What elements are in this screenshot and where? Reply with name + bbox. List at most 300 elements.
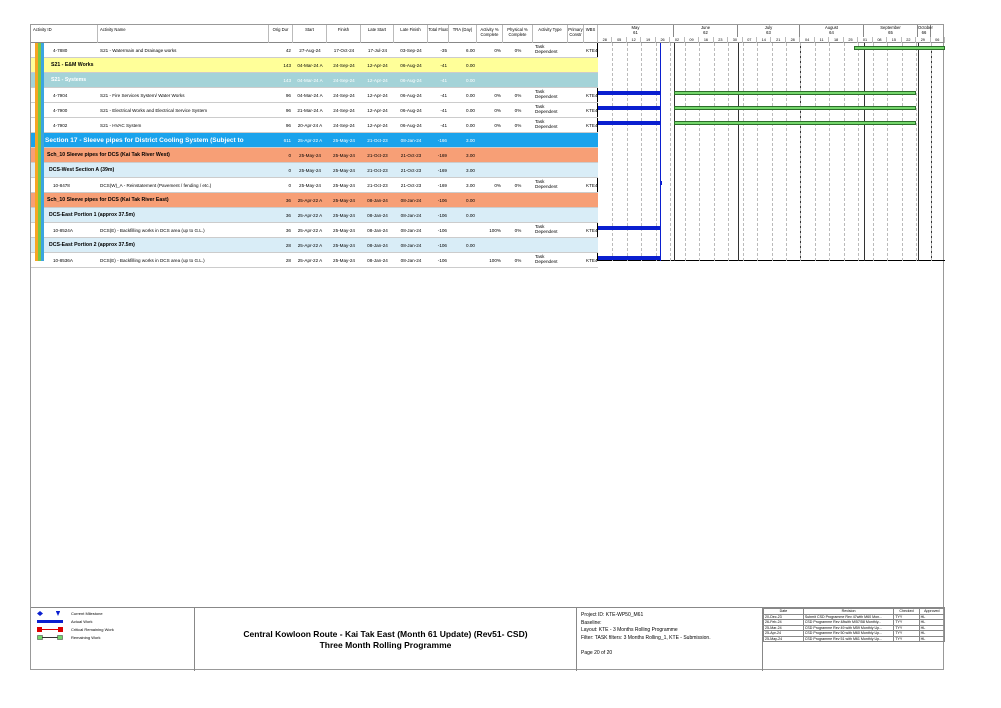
col-tra[interactable]: TRA (Day) <box>449 25 477 43</box>
revision-cell: CSD Programme Rev 49 with M59 Monthly Up... <box>803 625 894 631</box>
month-gridline <box>864 43 865 261</box>
revision-cell: 26-Feb-24 <box>764 620 804 626</box>
legend-remaining-work-label: Remaining Work <box>71 635 101 640</box>
cell-lstart: 21-Oct-23 <box>367 152 388 158</box>
filter: Filter: TASK filters: 3 Months Rolling_1, KTE - Submission. <box>581 634 711 641</box>
cell-tf: -35 <box>440 47 447 53</box>
cell-tra: 3.00 <box>466 167 475 173</box>
cell-name: DCS(E) - Backfilling works in DCS area (up to G.L.) <box>100 257 205 263</box>
cell-lfinish: 08-Jan-24 <box>400 242 422 248</box>
cell-finish: 25-May-24 <box>333 227 355 233</box>
cell-finish: 25-May-24 <box>333 182 355 188</box>
timeline-week: 06 <box>931 37 945 43</box>
revision-cell: CSD Programme Rev 51 with M61 Monthly Up... <box>803 636 894 642</box>
revision-cell: TYY <box>894 620 919 626</box>
timeline-month <box>918 25 931 37</box>
cell-wbs: KTE4 <box>586 107 598 113</box>
cell-finish: 17-Oct-24 <box>333 47 355 53</box>
cell-start: 25-Apr-22 A <box>297 257 323 263</box>
wbs-band-row[interactable] <box>31 163 598 178</box>
rev-header-checked: Checked <box>894 609 919 615</box>
month-number: 62 <box>703 30 708 35</box>
month-gridline <box>738 43 739 261</box>
revision-cell: 25-Apr-24 <box>764 631 804 637</box>
cell-dur: 0 <box>288 182 291 188</box>
revision-cell: TYY <box>894 636 919 642</box>
cell-start: 04-Mar-24 A <box>297 62 323 68</box>
schedule-page <box>30 24 944 670</box>
cell-lfinish: 21-Oct-23 <box>400 167 422 173</box>
timeline-week: 30 <box>728 37 742 43</box>
remaining-work-icon <box>37 635 63 640</box>
cell-tf: -41 <box>440 77 447 83</box>
cell-cons <box>568 88 584 102</box>
cell-dur: 0 <box>288 167 291 173</box>
band-title: S21 - E&M Works <box>51 62 94 68</box>
cell-tf: -41 <box>440 107 447 113</box>
cell-type: Task Dependent <box>535 179 558 189</box>
cell-lstart: 08-Jan-24 <box>367 197 388 203</box>
cell-finish: 24-Sep-24 <box>333 62 355 68</box>
cell-id: 10-8536A <box>53 257 73 263</box>
cell-lfinish: 08-Jan-24 <box>400 137 422 143</box>
cell-lstart: 21-Oct-23 <box>367 182 388 188</box>
cell-act: 0% <box>494 182 501 188</box>
week-gridline <box>786 43 787 261</box>
band-title: DCS-East Portion 1 (approx 37.5m) <box>49 212 135 218</box>
cell-phys: 0% <box>514 257 522 263</box>
actual-work-icon <box>37 619 63 624</box>
cell-name: DCS(E) - Backfilling works in DCS area (up to G.L.) <box>100 227 205 233</box>
timeline-week: 28 <box>786 37 800 43</box>
timeline-week: 01 <box>858 37 872 43</box>
revision-cell: CSD Programme Rev 48with M/57/58 Monthly... <box>803 620 894 626</box>
month-name: August <box>824 25 839 30</box>
band-title: Sch_10 Sleeve pipes for DCS (Kai Tak River West) <box>47 152 170 158</box>
revision-cell: TYY <box>894 614 919 620</box>
month-number: 61 <box>633 30 638 35</box>
cell-finish: 24-Sep-24 <box>333 77 355 83</box>
timeline-week: 07 <box>743 37 757 43</box>
baseline: Baseline: <box>581 619 602 626</box>
col-total-float[interactable]: Total Float <box>428 25 449 43</box>
timeline-week: 29 <box>916 37 930 43</box>
cell-cons <box>568 178 584 192</box>
timeline-week: 22 <box>902 37 916 43</box>
cell-dur: 611 <box>283 137 291 143</box>
cell-tf: -41 <box>440 62 447 68</box>
legend-remaining-work <box>37 635 101 640</box>
week-gridline <box>757 43 758 261</box>
col-activity-type[interactable]: Activity Type <box>533 25 568 43</box>
col-start[interactable]: Start <box>293 25 327 43</box>
gantt-bar-actual[interactable] <box>598 121 660 125</box>
cell-start: 25-May-24 <box>299 167 321 173</box>
cell-start: 25-Apr-22 A <box>297 212 323 218</box>
timeline-week: 05 <box>612 37 626 43</box>
cell-lfinish: 21-Oct-23 <box>400 182 422 188</box>
cell-name: S21 - HVAC System <box>100 122 142 128</box>
revision-cell: HL <box>919 631 944 637</box>
timeline-week: 12 <box>627 37 641 43</box>
table-row[interactable] <box>31 178 598 193</box>
cell-tra: 3.00 <box>466 137 475 143</box>
wbs-band-row[interactable] <box>31 208 598 223</box>
cell-tra: 0.00 <box>466 122 475 128</box>
cell-start: 25-May-24 <box>299 182 321 188</box>
month-name: September <box>880 25 901 30</box>
week-gridline <box>815 43 816 261</box>
month-name: October <box>918 25 933 30</box>
cell-lstart: 21-Oct-23 <box>367 167 388 173</box>
timeline-week: 04 <box>800 37 814 43</box>
cell-cons <box>568 103 584 117</box>
cell-lstart: 08-Jan-24 <box>367 242 388 248</box>
cell-dur: 96 <box>285 92 291 98</box>
cell-wbs: KTE4 <box>586 47 598 53</box>
month-gridline <box>674 43 675 261</box>
col-activity-id[interactable]: Activity ID <box>31 25 98 43</box>
cell-dur: 42 <box>285 47 291 53</box>
timeline-month <box>598 25 674 37</box>
month-number: 64 <box>829 30 834 35</box>
timeline-week: 14 <box>757 37 771 43</box>
band-title: Sch_10 Sleeve pipes for DCS (Kai Tak River East) <box>47 197 169 203</box>
revision-cell: HL <box>919 620 944 626</box>
cell-tf: -106 <box>437 227 447 233</box>
activity-table <box>31 25 598 264</box>
cell-name: S21 - Watermain and Drainage works <box>100 47 177 53</box>
revision-table <box>763 607 945 671</box>
cell-wbs: KTE4 <box>586 122 598 128</box>
cell-finish: 25-May-24 <box>333 137 355 143</box>
cell-wbs: KTE4 <box>586 182 598 188</box>
table-row[interactable] <box>31 88 598 103</box>
revision-cell: 20-Dec-23 <box>764 614 804 620</box>
page-number: Page 20 of 20 <box>581 650 613 657</box>
gantt-bar-remaining[interactable] <box>674 91 916 95</box>
cell-lstart: 12-Apr-24 <box>367 77 388 83</box>
legend-current-milestone-label: Current Milestone <box>71 611 103 616</box>
cell-tf: -106 <box>437 212 447 218</box>
gantt-bar-actual[interactable] <box>598 106 660 110</box>
cell-cons <box>568 223 584 237</box>
cell-lfinish: 06-Aug-24 <box>400 62 422 68</box>
table-row[interactable] <box>31 253 598 268</box>
cell-type: Task Dependent <box>535 44 558 54</box>
cell-finish: 24-Sep-24 <box>333 92 355 98</box>
timeline-week: 21 <box>772 37 786 43</box>
cell-start: 25-Apr-22 A <box>297 137 323 143</box>
week-gridline <box>931 43 932 261</box>
revision-cell: HL <box>919 614 944 620</box>
week-gridline <box>685 43 686 261</box>
timeline-month <box>864 25 918 37</box>
project-id: Project ID: KTE-WP50_M61 <box>581 612 644 618</box>
cell-dur: 96 <box>285 107 291 113</box>
table-row[interactable] <box>31 103 598 118</box>
cell-tra: 0.00 <box>466 242 475 248</box>
week-gridline <box>743 43 744 261</box>
cell-tf: -169 <box>437 182 447 188</box>
timeline-week: 25 <box>844 37 858 43</box>
revision-cell: TYY <box>894 631 919 637</box>
critical-work-icon <box>37 627 63 632</box>
month-number: 66 <box>921 30 927 35</box>
title-line-2: Three Month Rolling Programme <box>319 639 452 650</box>
cell-id: 4-7904 <box>53 92 68 98</box>
project-info <box>577 607 763 671</box>
cell-id: 10-8478 <box>53 182 70 188</box>
week-gridline <box>670 43 671 261</box>
month-name: May <box>631 25 640 30</box>
week-gridline <box>902 43 903 261</box>
timeline-week: 23 <box>714 37 728 43</box>
cell-tf: -166 <box>437 137 447 143</box>
band-title: DCS-West Section A (39m) <box>49 167 115 173</box>
cell-lfinish: 03-Sep-24 <box>400 47 422 53</box>
cell-finish: 25-May-24 <box>333 197 355 203</box>
table-row[interactable] <box>31 43 598 58</box>
cell-lfinish: 08-Jan-24 <box>400 212 422 218</box>
cell-start: 04-Mar-24 A <box>297 92 323 98</box>
cell-tra: 0.00 <box>466 77 475 83</box>
cell-start: 25-Apr-22 A <box>297 197 323 203</box>
month-number: 63 <box>766 30 771 35</box>
cell-finish: 25-May-24 <box>333 242 355 248</box>
week-gridline <box>714 43 715 261</box>
week-gridline <box>844 43 845 261</box>
title-line-1: Central Kowloon Route - Kai Tak East (Month 61 Update) (Rev51- CSD) <box>243 628 528 639</box>
cell-lstart: 17-Jul-24 <box>367 47 388 53</box>
cell-lstart: 08-Jan-24 <box>367 212 388 218</box>
wbs-band-row[interactable] <box>31 193 598 208</box>
cell-cons <box>568 43 584 57</box>
cell-act: 100% <box>489 227 501 233</box>
cell-act: 0% <box>494 92 501 98</box>
table-row[interactable] <box>31 223 598 238</box>
revision-cell: Submit CSD Programme Rev 47with M60 Mon... <box>803 614 894 620</box>
cell-lfinish: 06-Aug-24 <box>400 107 422 113</box>
cell-tra <box>449 253 477 267</box>
legend-critical-remaining-label: Critical Remaining Work <box>71 627 114 632</box>
cell-phys: 0% <box>514 122 522 128</box>
cell-lstart: 21-Oct-23 <box>367 137 388 143</box>
timeline-week: 11 <box>815 37 829 43</box>
timeline-week: 18 <box>829 37 843 43</box>
cell-wbs: KTE4 <box>586 92 598 98</box>
cell-id: 4-7902 <box>53 122 68 128</box>
cell-finish: 25-May-24 <box>333 257 355 263</box>
cell-lstart: 12-Apr-24 <box>367 92 388 98</box>
timeline-week: 08 <box>873 37 887 43</box>
wbs-band-row[interactable] <box>31 148 598 163</box>
cell-finish: 25-May-24 <box>333 167 355 173</box>
cell-lfinish: 06-Aug-24 <box>400 92 422 98</box>
cell-tf: -106 <box>437 257 447 263</box>
week-gridline <box>699 43 700 261</box>
cell-name: DCS(W)_A - Reinstatement (Pavement / fending / etc.) <box>100 182 212 188</box>
timeline-month <box>800 25 864 37</box>
timeline-week: 09 <box>685 37 699 43</box>
timeline-week: 16 <box>699 37 713 43</box>
cell-tra <box>449 223 477 237</box>
week-gridline <box>858 43 859 261</box>
month-gridline <box>918 43 919 261</box>
wbs-band-row[interactable] <box>31 238 598 253</box>
gantt-bar-actual[interactable] <box>598 226 660 230</box>
gantt-bar-remaining[interactable] <box>674 106 916 110</box>
cell-lfinish: 21-Oct-23 <box>400 152 422 158</box>
week-gridline <box>728 43 729 261</box>
cell-finish: 25-May-24 <box>333 152 355 158</box>
gantt-bar-remaining[interactable] <box>854 46 945 50</box>
table-row[interactable] <box>31 118 598 133</box>
week-gridline <box>873 43 874 261</box>
wbs-level-stripe <box>41 43 44 261</box>
cell-act: 0% <box>494 107 501 113</box>
timeline-week: 02 <box>670 37 684 43</box>
gantt-chart <box>598 25 945 261</box>
milestone-icon <box>37 611 63 616</box>
cell-id: 4-7900 <box>53 107 68 113</box>
week-gridline <box>829 43 830 261</box>
cell-tf: -41 <box>440 122 447 128</box>
cell-tf: -106 <box>437 197 447 203</box>
cell-lfinish: 06-Aug-24 <box>400 77 422 83</box>
legend-actual-work-label: Actual Work <box>71 619 93 624</box>
cell-tra: 0.00 <box>466 107 475 113</box>
band-title: Section 17 - Sleeve pipes for District Cooling System (Subject to <box>45 136 244 144</box>
cell-lfinish: 08-Jan-24 <box>400 227 422 233</box>
cell-start: 27-Aug-24 <box>299 47 321 53</box>
cell-finish: 24-Sep-24 <box>333 107 355 113</box>
cell-phys: 0% <box>514 92 522 98</box>
col-activity-name[interactable]: Activity Name <box>98 25 269 43</box>
cell-lstart: 08-Jan-24 <box>367 227 388 233</box>
revision-cell: 25-May-24 <box>764 636 804 642</box>
cell-lstart: 08-Jan-24 <box>367 257 388 263</box>
cell-tf: -169 <box>437 152 447 158</box>
cell-act: 0% <box>494 122 501 128</box>
col-primary-constraint[interactable]: Primary Constr <box>568 25 584 43</box>
cell-tra: 3.00 <box>466 182 475 188</box>
cell-type: Task Dependent <box>535 119 558 129</box>
cell-dur: 143 <box>283 77 291 83</box>
month-name: June <box>700 25 711 30</box>
cell-tf: -169 <box>437 167 447 173</box>
legend-current-milestone <box>37 611 103 616</box>
cell-act: 100% <box>489 257 501 263</box>
cell-start: 20-Apr-24 A <box>297 122 323 128</box>
cell-phys: 0% <box>514 107 522 113</box>
timeline-week: 19 <box>641 37 655 43</box>
revision-row <box>764 636 945 642</box>
cell-lfinish: 06-Aug-24 <box>400 122 422 128</box>
cell-name: S21 - Electrical Works and Electrical Service System <box>100 107 208 113</box>
cell-dur: 96 <box>285 122 291 128</box>
timeline-week: 28 <box>598 37 612 43</box>
revision-cell: HL <box>919 625 944 631</box>
cell-phys: 0% <box>514 227 522 233</box>
cell-dur: 0 <box>288 152 291 158</box>
cell-dur: 36 <box>285 212 291 218</box>
week-gridline <box>772 43 773 261</box>
week-gridline <box>800 43 801 261</box>
cell-start: 25-Apr-22 A <box>297 227 323 233</box>
col-late-start[interactable]: Late Start <box>361 25 394 43</box>
week-gridline <box>916 43 917 261</box>
cell-cons <box>568 118 584 132</box>
cell-dur: 36 <box>285 197 291 203</box>
legend <box>31 607 195 671</box>
col-late-finish[interactable]: Late Finish <box>394 25 428 43</box>
timeline-month <box>738 25 800 37</box>
wbs-band-row[interactable] <box>31 73 598 88</box>
cell-tra: 0.00 <box>466 197 475 203</box>
cell-cons <box>568 253 584 267</box>
col-physical-complete[interactable]: Physical % Complete <box>503 25 533 43</box>
timeline-week: 15 <box>887 37 901 43</box>
cell-lfinish: 08-Jan-24 <box>400 197 422 203</box>
revision-cell: CSD Programme Rev 50 with M60 Monthly Up... <box>803 631 894 637</box>
cell-dur: 143 <box>283 62 291 68</box>
gantt-milestone[interactable] <box>660 181 662 185</box>
col-wbs[interactable]: WBS <box>584 25 598 43</box>
cell-lfinish: 08-Jan-24 <box>400 257 422 263</box>
cell-tra: 6.00 <box>466 47 475 53</box>
cell-wbs: KTE4 <box>586 257 598 263</box>
cell-phys: 0% <box>514 47 522 53</box>
cell-type: Task Dependent <box>535 224 558 234</box>
cell-start: 25-May-24 <box>299 152 321 158</box>
cell-phys: 0% <box>514 182 522 188</box>
col-orig-dur[interactable]: Orig Dur <box>269 25 293 43</box>
cell-start: 21-Mar-24 A <box>297 107 323 113</box>
legend-actual-work <box>37 619 93 624</box>
month-name: July <box>764 25 773 30</box>
revision-cell: 25-Mar-24 <box>764 625 804 631</box>
cell-tra: 0.00 <box>466 212 475 218</box>
wbs-band-row[interactable] <box>31 133 598 148</box>
col-finish[interactable]: Finish <box>327 25 361 43</box>
cell-tf: -106 <box>437 242 447 248</box>
wbs-band-row[interactable] <box>31 58 598 73</box>
cell-tra: 0.00 <box>466 92 475 98</box>
revision-cell: HL <box>919 636 944 642</box>
cell-type: Task Dependent <box>535 89 558 99</box>
month-number: 65 <box>888 30 893 35</box>
rev-header-approved: Approved <box>919 609 944 615</box>
cell-id: 4-7880 <box>53 47 68 53</box>
gantt-timescale <box>598 25 945 43</box>
gantt-bar-actual[interactable] <box>598 256 660 260</box>
gantt-bar-remaining[interactable] <box>674 121 916 125</box>
cell-act: 0% <box>494 47 501 53</box>
timeline-month <box>674 25 738 37</box>
cell-dur: 36 <box>285 227 291 233</box>
cell-tra: 3.00 <box>466 152 475 158</box>
gantt-bar-actual[interactable] <box>598 91 660 95</box>
title-block <box>195 607 577 671</box>
band-title: S21 - Systems <box>51 77 87 83</box>
cell-name: S21 - Fire Services System/ Water Works <box>100 92 185 98</box>
col-activity-complete[interactable]: Activity % Complete <box>477 25 503 43</box>
cell-lstart: 12-Apr-24 <box>367 62 388 68</box>
cell-lstart: 12-Apr-24 <box>367 107 388 113</box>
cell-start: 04-Mar-24 A <box>297 77 323 83</box>
layout: Layout: KTE - 3 Months Rolling Programme <box>581 627 678 634</box>
